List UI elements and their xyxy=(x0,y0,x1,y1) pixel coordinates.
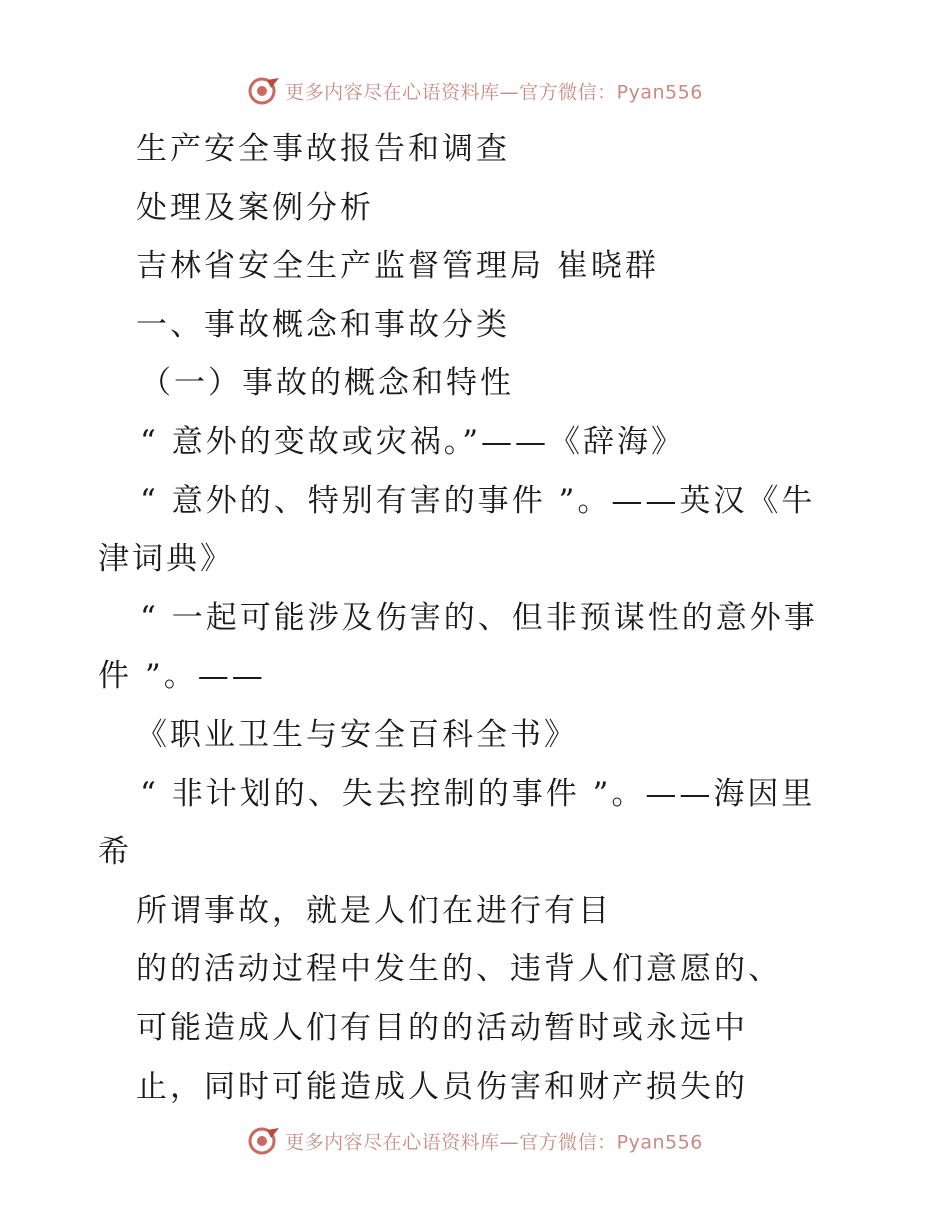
watermark-logo-icon xyxy=(247,76,281,106)
subsection-heading: （一）事故的概念和特性 xyxy=(140,365,514,402)
section-heading: 一、事故概念和事故分类 xyxy=(136,306,510,343)
doc-title-line-2: 处理及案例分析 xyxy=(136,189,374,226)
text-line: “ 一起可能涉及伤害的、但非预谋性的意外事 xyxy=(140,599,818,636)
text-line: 《职业卫生与安全百科全书》 xyxy=(136,716,578,753)
text-line: 津词典》 xyxy=(98,541,234,578)
document-body xyxy=(98,120,858,1116)
text-line: 可能造成人们有目的的活动暂时或永远中 xyxy=(136,1009,748,1046)
watermark-banner-bottom xyxy=(0,1126,950,1156)
watermark-text: 更多内容尽在心语资料库—官方微信：Pyan556 xyxy=(285,81,703,104)
text-line: 的的活动过程中发生的、违背人们意愿的、 xyxy=(136,951,782,988)
watermark-banner-top xyxy=(0,76,950,106)
text-line: 所谓事故，就是人们在进行有目 xyxy=(136,892,612,929)
text-line: 止，同时可能造成人员伤害和财产损失的 xyxy=(136,1068,748,1105)
doc-title-line-1: 生产安全事故报告和调查 xyxy=(136,131,510,167)
text-line: “ 意外的、特别有害的事件 ”。——英汉《牛 xyxy=(140,482,816,519)
watermark-text: 更多内容尽在心语资料库—官方微信：Pyan556 xyxy=(285,1131,703,1154)
text-line: 件 ”。—— xyxy=(98,658,266,695)
text-line: “ 非计划的、失去控制的事件 ”。——海因里 xyxy=(140,775,816,812)
text-line: 希 xyxy=(98,834,132,871)
text-line: “ 意外的变故或灾祸。”——《辞海》 xyxy=(140,423,686,460)
watermark-logo-icon xyxy=(247,1126,281,1156)
doc-author-line: 吉林省安全生产监督管理局 崔晓群 xyxy=(136,248,659,285)
